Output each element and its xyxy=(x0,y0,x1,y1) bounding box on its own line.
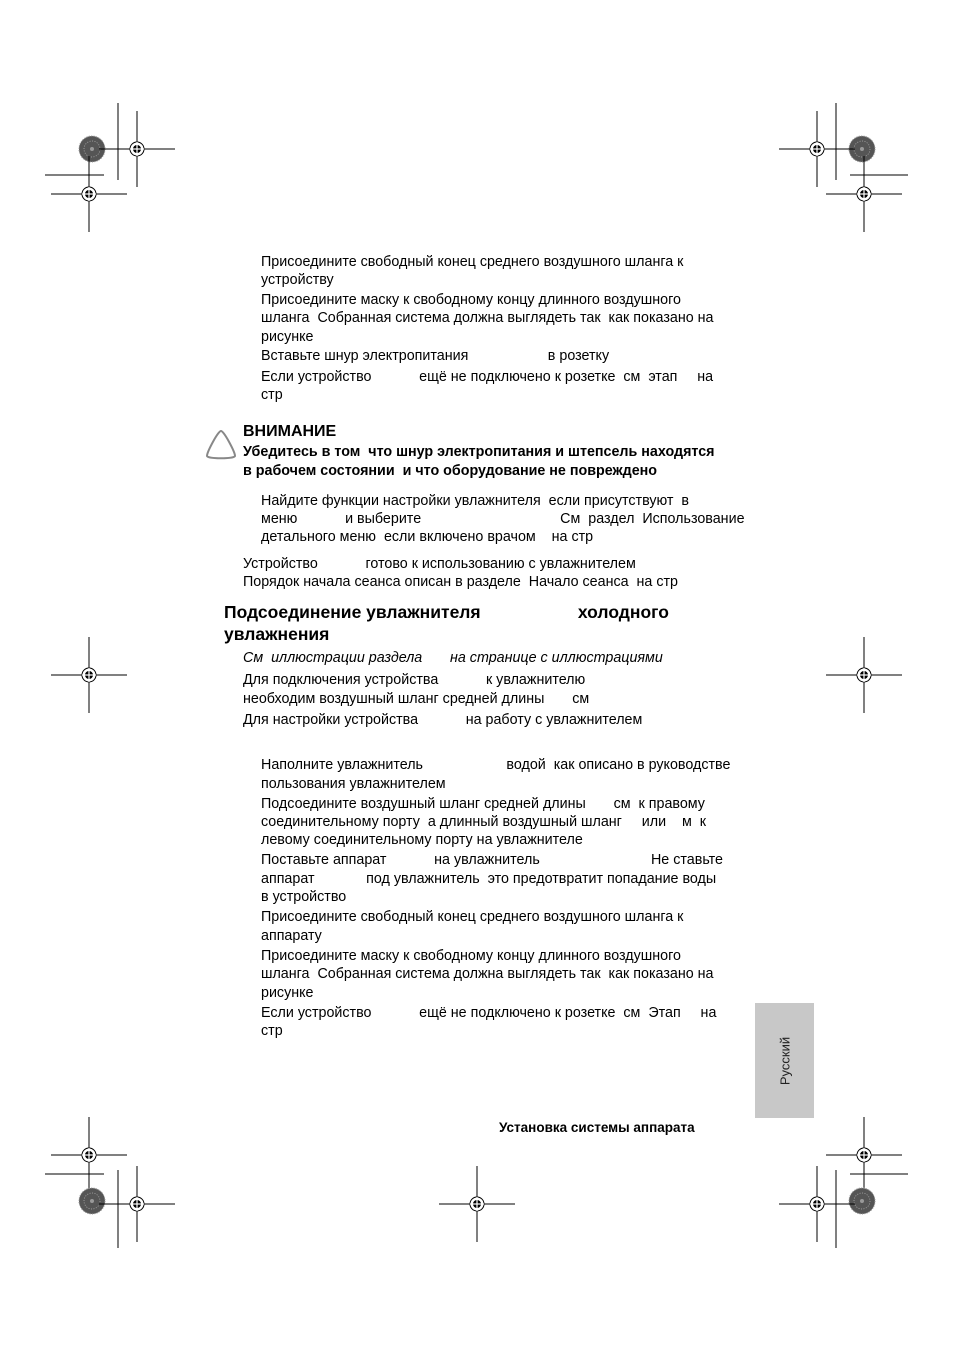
text-line: устройству xyxy=(261,272,334,288)
text-line: Порядок начала сеанса описан в разделе Начало сеанса на стр xyxy=(243,574,678,590)
heading-line: Подсоединение увлажнителя холодного xyxy=(224,602,669,622)
text-line: Вставьте шнур электропитания в розетку xyxy=(261,348,610,364)
text-line: Для настройки устройства на работу с увлажнителем xyxy=(243,712,643,728)
bottom-left-star-mark xyxy=(79,1188,105,1214)
text-line: Устройство готово к использованию с увлажнителем xyxy=(243,556,636,572)
text-line: меню и выберите См раздел Использование xyxy=(261,511,745,527)
text-line: стр xyxy=(261,1023,283,1039)
text-line: Если устройство ещё не подключено к розетке см Этап на xyxy=(261,1005,717,1021)
language-label: Русский xyxy=(777,1036,792,1085)
text-line: шланга Собранная система должна выглядеть так как показано на xyxy=(261,310,714,326)
text-line: Наполните увлажнитель водой как описано в руководстве xyxy=(261,757,731,773)
text-line: Для подключения устройства к увлажнителю xyxy=(243,672,586,688)
text-line: аппарату xyxy=(261,928,322,944)
warning-text: Убедитесь в том что шнур электропитания и штепсель находятся xyxy=(243,444,715,460)
text-line: рисунке xyxy=(261,329,314,345)
text-line: Поставьте аппарат на увлажнитель Не ставьте xyxy=(261,852,723,868)
text-line: аппарат под увлажнитель это предотвратит попадание воды xyxy=(261,871,717,887)
heading-line: увлажнения xyxy=(224,624,330,644)
text-line: Присоедините свободный конец среднего воздушного шланга к xyxy=(261,909,684,925)
text-line: рисунке xyxy=(261,985,314,1001)
text-line: детального меню если включено врачом на стр xyxy=(261,529,594,545)
text-line: Присоедините свободный конец среднего воздушного шланга к xyxy=(261,254,684,270)
section-note: См иллюстрации раздела на странице с иллюстрациями xyxy=(243,650,663,666)
text-line: шланга Собранная система должна выглядеть так как показано на xyxy=(261,966,714,982)
text-line: Если устройство ещё не подключено к розетке см этап на xyxy=(261,369,714,385)
text-line: соединительному порту а длинный воздушный шланг или м к xyxy=(261,814,706,830)
text-line: пользования увлажнителем xyxy=(261,776,446,792)
warning-title: ВНИМАНИЕ xyxy=(243,423,337,440)
text-line: необходим воздушный шланг средней длины см xyxy=(243,691,590,707)
text-line: стр xyxy=(261,387,283,403)
warning-icon xyxy=(204,428,238,462)
warning-text: в рабочем состоянии и что оборудование не повреждено xyxy=(243,463,658,479)
text-line: в устройство xyxy=(261,889,347,905)
text-line: Присоедините маску к свободному концу длинного воздушного xyxy=(261,292,681,308)
text-line: левому соединительному порту на увлажнителе xyxy=(261,832,583,848)
text-line: Подсоедините воздушный шланг средней длины см к правому xyxy=(261,796,705,812)
text-line: Присоедините маску к свободному концу длинного воздушного xyxy=(261,948,681,964)
page-footer: Установка системы аппарата xyxy=(499,1120,695,1135)
text-line: Найдите функции настройки увлажнителя если присутствуют в xyxy=(261,493,690,509)
bottom-right-star-mark xyxy=(849,1188,875,1214)
language-side-tab xyxy=(755,1003,814,1118)
